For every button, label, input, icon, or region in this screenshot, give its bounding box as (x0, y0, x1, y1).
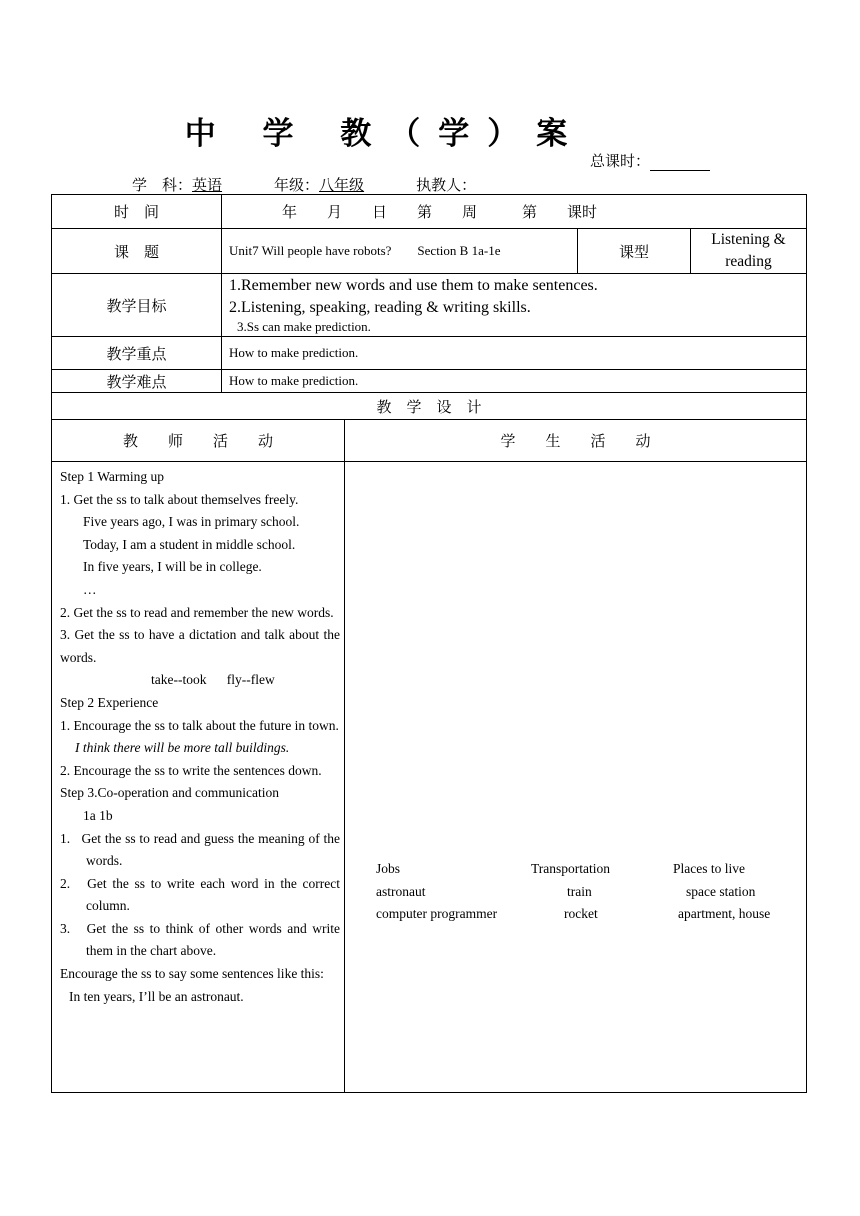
text-line: 1. Get the ss to read and guess the meaning of the words. (60, 830, 344, 869)
teacher-blank (476, 180, 580, 195)
table-border (806, 194, 807, 1093)
info-line (132, 174, 580, 195)
subject-value: 英语 (192, 176, 223, 194)
text-line: 1a 1b (83, 807, 113, 823)
page-title: 中 学 教（学）案 (184, 116, 586, 152)
grade-label: 年级： (274, 176, 320, 194)
text-line: In ten years, I’ll be an astronaut. (69, 988, 244, 1004)
word-chart-header: Places to live (673, 861, 745, 876)
text-line: 3. Get the ss to have a dictation and talk about the words. (60, 627, 340, 665)
word-chart-cell: astronaut (376, 883, 426, 899)
time-label: 时 间 (113, 203, 159, 221)
total-hours-label: 总课时： (590, 152, 651, 170)
text-line: 2. Encourage the ss to write the sentences down. (60, 762, 322, 778)
grade-value: 八年级 (319, 176, 365, 194)
text-line: 1. Encourage the ss to talk about the future in town. (60, 717, 339, 733)
time-value: 年 月 日 第 周 第 课时 (282, 203, 598, 221)
key-points-label: 教学重点 (106, 344, 167, 363)
objective-item: 3.Ss can make prediction. (237, 319, 371, 334)
total-hours-field (590, 150, 710, 171)
text-line: Step 2 Experience (60, 694, 159, 710)
word-chart-cell: rocket (564, 906, 598, 922)
text-line: Step 3.Co-operation and communication (60, 785, 279, 801)
text-line: Encourage the ss to say some sentences like this: (60, 966, 324, 982)
text-line: Step 1 Warming up (60, 469, 165, 484)
text-line: 2. Get the ss to write each word in the correct column. (60, 875, 344, 914)
teacher-activities (60, 466, 344, 1008)
teacher-label: 执教人： (416, 176, 477, 194)
type-value: Listening & reading (711, 231, 786, 270)
difficulties-value: How to make prediction. (229, 373, 359, 388)
teacher-activity-label: 教 师 活 动 (122, 432, 273, 450)
word-chart-header: Transportation (531, 861, 611, 876)
word-chart-cell: apartment, house (678, 906, 771, 922)
text-line: I think there will be more tall buildings. (75, 740, 290, 756)
topic-value: Unit7 Will people have robots? Section B 1a-1e (229, 243, 501, 258)
objective-item: 2.Listening, speaking, reading & writing skills. (229, 299, 531, 316)
text-line: 1. Get the ss to talk about themselves freely. (60, 491, 299, 507)
word-chart-cell: space station (686, 883, 756, 899)
text-line: take--took fly--flew (151, 672, 275, 688)
key-points-value: How to make prediction. (229, 345, 359, 360)
text-line: 3. Get the ss to think of other words and write them in the chart above. (60, 920, 344, 959)
type-label: 课型 (618, 242, 649, 261)
word-chart-cell: computer programmer (376, 906, 498, 922)
objectives-list (229, 275, 799, 335)
table-border (51, 1092, 807, 1093)
student-activity-label: 学 生 活 动 (500, 432, 651, 450)
table-border (344, 419, 345, 1092)
word-chart-cell: train (567, 883, 592, 899)
topic-label: 课 题 (113, 242, 159, 261)
objectives-label: 教学目标 (106, 296, 167, 315)
subject-label: 学 科： (132, 176, 193, 194)
word-chart-header: Jobs (376, 861, 401, 876)
text-line: … (83, 581, 97, 597)
text-line: In five years, I will be in college. (83, 559, 262, 575)
text-line: Five years ago, I was in primary school. (83, 514, 300, 530)
objective-item: 1.Remember new words and use them to make sentences. (229, 277, 598, 294)
total-hours-blank (650, 156, 710, 171)
difficulties-label: 教学难点 (106, 372, 167, 391)
text-line: Today, I am a student in middle school. (83, 536, 296, 552)
text-line: 2. Get the ss to read and remember the new words. (60, 604, 334, 620)
design-label: 教 学 设 计 (376, 397, 482, 416)
table-border (51, 461, 807, 462)
